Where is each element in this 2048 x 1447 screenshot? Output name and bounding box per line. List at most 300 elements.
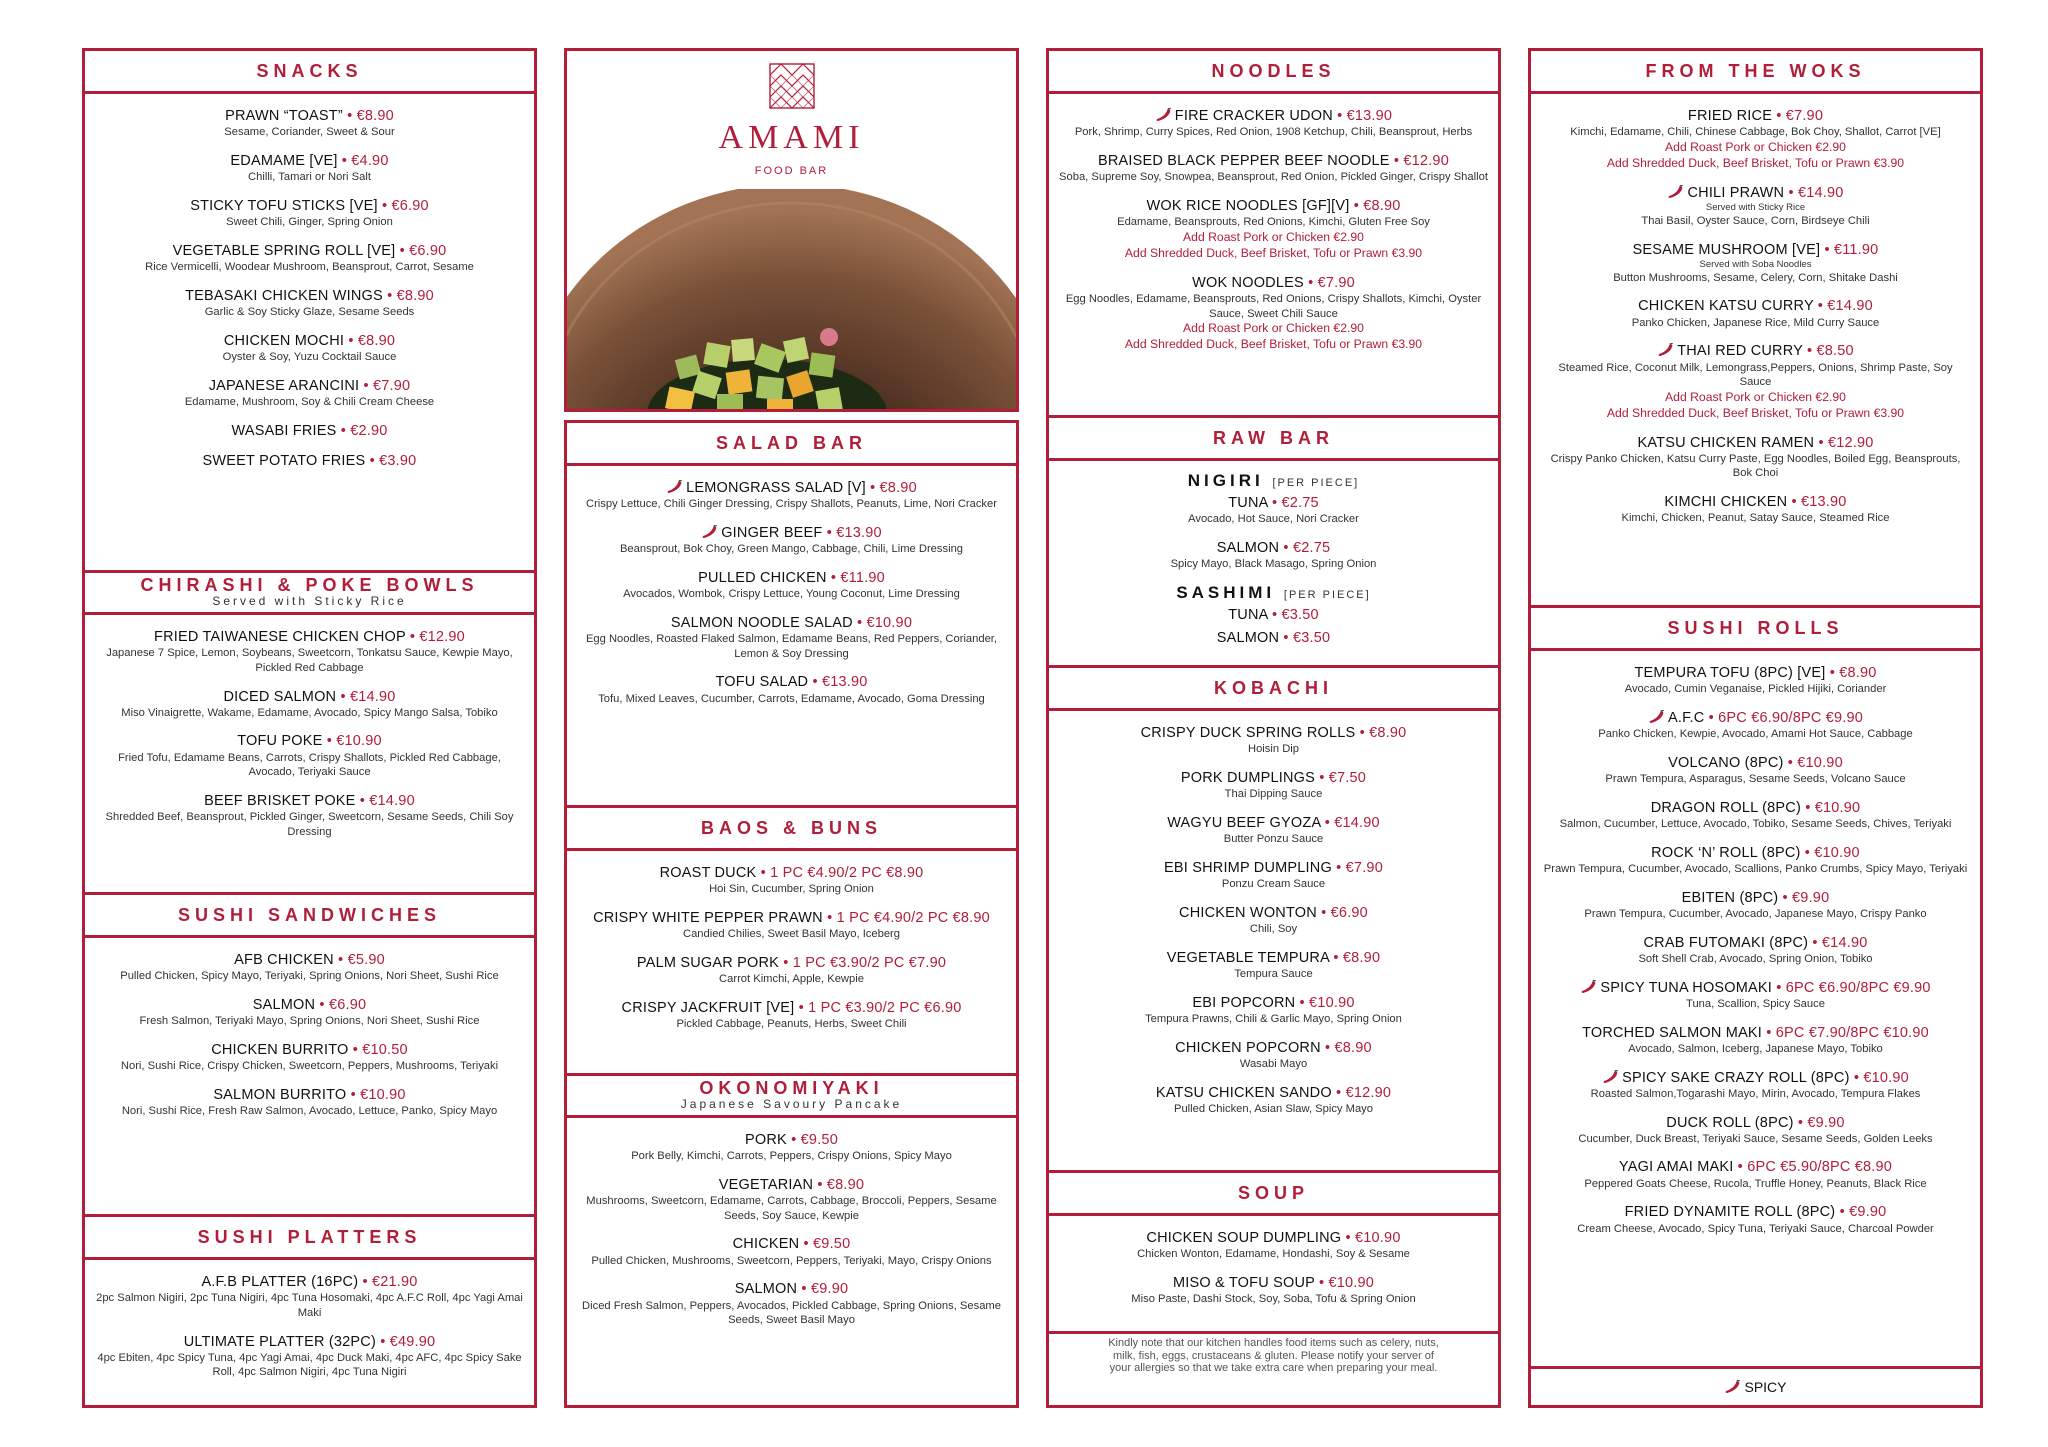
price-separator: • — [1349, 197, 1364, 214]
price-separator: • — [1808, 934, 1822, 951]
price-separator: • — [1762, 1024, 1776, 1041]
item-name-line — [1541, 494, 1970, 511]
item-name-line — [95, 733, 524, 750]
soup-items — [1049, 1216, 1498, 1326]
menu-column-4 — [1528, 48, 1983, 1408]
chili-icon — [1667, 185, 1684, 199]
platters-title: SUSHI PLATTERS — [197, 1226, 422, 1247]
item-description: Nori, Sushi Rice, Fresh Raw Salmon, Avocado, Lettuce, Panko, Spicy Mayo — [121, 1105, 498, 1118]
item-description: Diced Fresh Salmon, Peppers, Avocados, Pickled Cabbage, Spring Onions, Sesame Seeds, Sweet Basil Mayo — [582, 1299, 1001, 1327]
item-price: €7.90 — [373, 377, 411, 394]
menu-item — [1541, 1025, 1970, 1057]
item-name-line — [1059, 950, 1488, 967]
price-separator: • — [1279, 630, 1293, 647]
item-name-line — [1059, 815, 1488, 832]
item-name: YAGI AMAI MAKI — [1618, 1159, 1734, 1176]
item-name: CRISPY DUCK SPRING ROLLS — [1140, 725, 1356, 741]
price-separator: • — [756, 865, 771, 881]
item-price: €8.90 — [826, 1176, 865, 1193]
item-name-line — [1059, 905, 1488, 922]
okonomiyaki-items — [567, 1118, 1016, 1347]
item-price: €2.75 — [1281, 495, 1319, 511]
brand-panel — [564, 48, 1019, 412]
item-name: CHICKEN MOCHI — [223, 332, 345, 349]
item-name-line — [95, 453, 524, 470]
menu-item — [1541, 890, 1970, 922]
item-description: Kimchi, Edamame, Chili, Chinese Cabbage, Bok Choy, Shallot, Carrot [VE] — [1570, 126, 1941, 139]
item-name-line — [1059, 1230, 1488, 1247]
item-name-line — [1541, 1159, 1970, 1176]
snacks-items — [85, 94, 534, 489]
menu-item — [95, 793, 524, 840]
price-separator: • — [1793, 1114, 1808, 1131]
price-separator: • — [1800, 844, 1815, 861]
chirashi-subtitle: Served with Sticky Rice — [212, 594, 407, 609]
salad-header — [567, 423, 1016, 466]
raw-bar-title: RAW BAR — [1213, 427, 1334, 448]
item-addon: Add Roast Pork or Chicken €2.90 — [1665, 139, 1846, 154]
item-description: Avocados, Wombok, Crispy Lettuce, Young Coconut, Lime Dressing — [623, 588, 960, 601]
item-name-line — [95, 423, 524, 440]
allergy-note: Kindly note that our kitchen handles food items such as celery, nuts, milk, fish, eggs, crustaceans & gluten. Please notify your server of your allergies so that we take extra care when preparing your meal. — [1108, 1337, 1439, 1375]
sandwiches-items — [85, 938, 534, 1138]
menu-item — [95, 153, 524, 185]
item-description: Cream Cheese, Avocado, Spicy Tuna, Teriyaki Sauce, Charcoal Powder — [1577, 1222, 1934, 1235]
item-addon: Add Roast Pork or Chicken €2.90 — [1183, 229, 1364, 244]
menu-item — [95, 378, 524, 410]
item-name-line — [95, 1087, 524, 1104]
food-bowl-photo — [567, 189, 1016, 412]
menu-item — [577, 674, 1006, 706]
item-name: WAGYU BEEF GYOZA — [1167, 814, 1321, 831]
menu-item — [1541, 710, 1970, 742]
item-description: Rice Vermicelli, Woodear Mushroom, Beansprout, Carrot, Sesame — [145, 261, 474, 274]
price-separator: • — [322, 733, 337, 750]
nigiri-per-piece: [PER PIECE] — [1272, 477, 1360, 489]
item-name-line — [95, 333, 524, 350]
price-separator: • — [1772, 979, 1786, 996]
item-description: Thai Dipping Sauce — [1224, 788, 1323, 801]
item-description: Tofu, Mixed Leaves, Cucumber, Carrots, Edamame, Avocado, Goma Dressing — [598, 692, 985, 705]
item-price: €8.90 — [357, 332, 396, 349]
menu-item — [95, 1042, 524, 1074]
item-price: €13.90 — [1346, 108, 1393, 124]
item-price: 1 PC €3.90/2 PC €7.90 — [792, 954, 947, 971]
item-name: EBI POPCORN — [1192, 994, 1296, 1011]
item-description: Miso Paste, Dashi Stock, Soy, Soba, Tofu & Spring Onion — [1131, 1293, 1416, 1306]
okonomiyaki-subtitle: Japanese Savoury Pancake — [680, 1097, 903, 1112]
sashimi-heading — [1059, 583, 1488, 603]
item-price: €8.90 — [396, 287, 434, 304]
price-separator: • — [779, 954, 793, 971]
item-name: SALMON — [734, 1281, 798, 1298]
price-separator: • — [344, 332, 358, 349]
item-name: BRAISED BLACK PEPPER BEEF NOODLE — [1098, 152, 1390, 169]
item-price: €9.90 — [1807, 1114, 1845, 1131]
item-name-line — [1541, 108, 1970, 125]
item-price: €8.90 — [1342, 949, 1381, 966]
item-name: KATSU CHICKEN RAMEN — [1637, 434, 1815, 451]
menu-item — [1541, 108, 1970, 172]
menu-item — [1541, 1115, 1970, 1147]
item-description: Tempura Sauce — [1234, 968, 1313, 981]
menu-item — [1059, 1040, 1488, 1072]
salad-items — [567, 466, 1016, 725]
menu-item — [95, 997, 524, 1029]
item-description: Steamed Rice, Coconut Milk, Lemongrass,Peppers, Onions, Shrimp Paste, Soy Sauce — [1558, 361, 1953, 389]
item-name: SESAME MUSHROOM [VE] — [1632, 241, 1821, 258]
menu-item — [1541, 343, 1970, 421]
item-name-line — [1059, 198, 1488, 215]
item-name-line — [95, 1274, 524, 1291]
item-addon: Add Shredded Duck, Beef Brisket, Tofu or Prawn €3.90 — [1606, 405, 1905, 420]
item-name: SALMON — [1216, 539, 1280, 556]
item-name: TUNA — [1228, 495, 1268, 511]
item-price: €3.90 — [379, 453, 417, 470]
item-price: €3.50 — [1292, 630, 1331, 647]
menu-item — [577, 615, 1006, 662]
chili-icon — [1580, 980, 1597, 994]
item-description: Chicken Wonton, Edamame, Hondashi, Soy & Sesame — [1137, 1248, 1410, 1261]
chili-icon — [701, 525, 718, 539]
platters-items — [85, 1260, 534, 1399]
sashimi-title: SASHIMI — [1176, 582, 1276, 602]
price-separator: • — [1802, 343, 1817, 360]
item-description: 4pc Ebiten, 4pc Spicy Tuna, 4pc Yagi Amai, 4pc Duck Maki, 4pc AFC, 4pc Spicy Sake Roll, 4pc Salmon Nigiri, 4pc Tuna Nigiri — [97, 1351, 522, 1379]
item-description: Avocado, Hot Sauce, Nori Cracker — [1188, 513, 1359, 526]
item-name-line — [1059, 860, 1488, 877]
item-description: Candied Chilies, Sweet Basil Mayo, Iceberg — [682, 928, 901, 941]
item-description: Peppered Goats Cheese, Rucola, Truffle Honey, Peanuts, Black Rice — [1584, 1177, 1927, 1190]
item-name: CHICKEN — [732, 1236, 800, 1253]
item-description: Nori, Sushi Rice, Crispy Chicken, Sweetcorn, Peppers, Mushrooms, Teriyaki — [120, 1060, 499, 1073]
item-addon: Add Shredded Duck, Beef Brisket, Tofu or Prawn €3.90 — [1124, 336, 1423, 351]
item-name-line — [1059, 607, 1488, 624]
menu-item — [1541, 435, 1970, 482]
item-name-line — [577, 674, 1006, 691]
item-name-line — [577, 525, 1006, 542]
menu-item — [1541, 298, 1970, 330]
price-separator: • — [1849, 1069, 1864, 1086]
item-description: Thai Basil, Oyster Sauce, Corn, Birdseye Chili — [1641, 214, 1870, 227]
menu-item — [95, 629, 524, 676]
item-description: Kimchi, Chicken, Peanut, Satay Sauce, Steamed Rice — [1621, 512, 1890, 525]
price-separator: • — [1341, 1230, 1356, 1246]
platters-header — [85, 1217, 534, 1260]
price-separator: • — [799, 1236, 814, 1253]
menu-item — [95, 108, 524, 140]
price-separator: • — [1778, 889, 1793, 906]
item-name: VEGETABLE TEMPURA — [1166, 949, 1330, 966]
item-name: STICKY TOFU STICKS [VE] — [190, 197, 378, 214]
item-price: €10.90 — [1328, 1274, 1375, 1291]
price-separator: • — [1303, 274, 1318, 291]
menu-item — [1059, 198, 1488, 262]
woks-panel — [1528, 48, 1983, 608]
soup-divider — [1049, 1331, 1498, 1334]
item-price: €9.90 — [1849, 1204, 1887, 1221]
item-name-line — [577, 955, 1006, 972]
item-price: €14.90 — [1797, 184, 1844, 201]
item-name: SPICY TUNA HOSOMAKI — [1600, 979, 1773, 996]
item-name-line — [1541, 1070, 1970, 1087]
rolls-title: SUSHI ROLLS — [1667, 617, 1844, 638]
menu-item — [1059, 540, 1488, 572]
item-price: €9.50 — [800, 1132, 838, 1148]
item-price: €14.90 — [369, 792, 415, 809]
price-separator: • — [1704, 709, 1719, 726]
price-separator: • — [813, 1176, 827, 1193]
price-separator: • — [365, 453, 380, 470]
item-description: Carrot Kimchi, Apple, Kewpie — [719, 973, 864, 986]
item-price: €10.90 — [1814, 844, 1860, 861]
item-description: Butter Ponzu Sauce — [1223, 833, 1324, 846]
item-name-line — [95, 1334, 524, 1351]
item-addon: Add Roast Pork or Chicken €2.90 — [1665, 389, 1846, 404]
price-separator: • — [1267, 495, 1282, 511]
menu-item — [95, 243, 524, 275]
menu-item — [1541, 242, 1970, 286]
item-name: FIRE CRACKER UDON — [1174, 108, 1333, 124]
item-name: ROAST DUCK — [659, 865, 757, 881]
item-name-line — [1059, 995, 1488, 1012]
item-price: €6.90 — [1330, 904, 1368, 921]
price-separator: • — [786, 1132, 801, 1148]
item-price: €10.90 — [1814, 799, 1861, 816]
menu-item — [577, 570, 1006, 602]
item-name: SALMON NOODLE SALAD — [670, 614, 853, 631]
rolls-header — [1531, 608, 1980, 651]
price-separator: • — [808, 674, 822, 691]
kobachi-title: KOBACHI — [1214, 677, 1333, 698]
chirashi-items — [85, 615, 534, 859]
sashimi-items — [1059, 607, 1488, 648]
item-description: Button Mushrooms, Sesame, Celery, Corn, Shitake Dashi — [1613, 271, 1898, 284]
rolls-panel — [1528, 605, 1983, 1369]
menu-item — [1541, 935, 1970, 967]
menu-item — [1059, 860, 1488, 892]
okonomiyaki-header — [567, 1076, 1016, 1118]
item-name: SALMON BURRITO — [213, 1086, 347, 1103]
item-name-line — [577, 1000, 1006, 1017]
item-description: 2pc Salmon Nigiri, 2pc Tuna Nigiri, 4pc Tuna Hosomaki, 4pc A.F.C Roll, 4pc Yagi Amai Maki — [96, 1292, 523, 1319]
item-price: €11.90 — [1833, 241, 1879, 258]
menu-item — [1541, 1070, 1970, 1102]
price-separator: • — [1315, 769, 1329, 786]
menu-item — [95, 733, 524, 780]
okonomiyaki-title: OKONOMIYAKI — [699, 1078, 884, 1099]
item-name-line — [577, 865, 1006, 882]
item-name: WOK NOODLES — [1192, 274, 1304, 291]
price-separator: • — [1801, 799, 1815, 816]
item-name: SPICY SAKE CRAZY ROLL (8PC) — [1622, 1069, 1850, 1086]
item-price: €10.90 — [1797, 754, 1843, 771]
item-price: €8.90 — [1334, 1039, 1372, 1056]
item-name: SALMON — [1216, 630, 1280, 647]
price-separator: • — [1320, 814, 1335, 831]
item-price: €10.90 — [360, 1086, 406, 1103]
legend-panel — [1528, 1366, 1983, 1408]
chili-icon — [1657, 343, 1674, 357]
menu-item — [1059, 607, 1488, 624]
item-price: €14.90 — [349, 688, 396, 705]
item-name-line — [1059, 725, 1488, 742]
menu-item — [1059, 108, 1488, 140]
sandwiches-panel — [82, 892, 537, 1217]
price-separator: • — [822, 524, 837, 541]
item-description: Soba, Supreme Soy, Snowpea, Beansprout, Red Onion, Pickled Ginger, Crispy Shallot — [1059, 171, 1488, 184]
okonomiyaki-panel — [564, 1073, 1019, 1408]
item-addon: Add Shredded Duck, Beef Brisket, Tofu or Prawn €3.90 — [1606, 155, 1905, 170]
item-name-line — [1059, 1275, 1488, 1292]
menu-item — [1541, 1159, 1970, 1191]
menu-item — [1541, 665, 1970, 697]
menu-item — [1059, 770, 1488, 802]
price-separator: • — [377, 197, 392, 214]
item-name: CRAB FUTOMAKI (8PC) — [1643, 934, 1809, 951]
item-name: CHICKEN POPCORN — [1175, 1039, 1321, 1056]
item-price: 6PC €6.90/8PC €9.90 — [1785, 979, 1931, 996]
item-description: Prawn Tempura, Cucumber, Avocado, Japanese Mayo, Crispy Panko — [1584, 908, 1927, 921]
item-name-line — [95, 629, 524, 646]
item-price: €10.50 — [362, 1041, 408, 1058]
item-price: €6.90 — [328, 996, 367, 1013]
price-separator: • — [315, 996, 329, 1013]
item-price: €7.50 — [1328, 769, 1367, 786]
menu-item — [577, 955, 1006, 987]
item-name: CHILI PRAWN — [1687, 184, 1785, 201]
menu-item — [1059, 1085, 1488, 1117]
chirashi-header — [85, 573, 534, 615]
spicy-legend-label: SPICY — [1744, 1379, 1787, 1395]
noodles-items — [1049, 94, 1498, 372]
item-name: TOFU POKE — [237, 733, 323, 750]
item-name-line — [95, 952, 524, 969]
item-name-line — [95, 108, 524, 125]
menu-item — [577, 525, 1006, 557]
item-name: BEEF BRISKET POKE — [204, 792, 356, 809]
item-price: 1 PC €4.90/2 PC €8.90 — [836, 909, 990, 926]
item-price: €10.90 — [336, 733, 382, 750]
price-separator: • — [1825, 665, 1840, 681]
menu-item — [95, 1274, 524, 1321]
item-name-line — [577, 480, 1006, 497]
item-price: €4.90 — [351, 152, 389, 169]
item-price: €21.90 — [372, 1274, 418, 1290]
item-name-line — [1059, 770, 1488, 787]
brand-name: AMAMI — [718, 119, 865, 156]
item-price: €9.90 — [810, 1281, 849, 1298]
item-price: €8.90 — [1839, 665, 1877, 681]
item-name: WOK RICE NOODLES [GF][V] — [1146, 197, 1350, 214]
item-addon: Add Shredded Duck, Beef Brisket, Tofu or Prawn €3.90 — [1124, 245, 1423, 260]
menu-item — [1541, 185, 1970, 229]
item-name: DUCK ROLL (8PC) — [1666, 1114, 1794, 1131]
item-name-line — [1541, 1115, 1970, 1132]
woks-items — [1531, 94, 1980, 545]
item-price: €8.90 — [356, 108, 394, 124]
baos-title: BAOS & BUNS — [700, 817, 882, 838]
item-name-line — [577, 615, 1006, 632]
item-name: TORCHED SALMON MAKI — [1582, 1024, 1763, 1041]
item-description: Pickled Cabbage, Peanuts, Herbs, Sweet Chili — [676, 1018, 907, 1031]
item-name-line — [577, 1132, 1006, 1149]
item-price: €14.90 — [1334, 814, 1380, 831]
item-name-line — [95, 1042, 524, 1059]
item-description: Sesame, Coriander, Sweet & Sour — [224, 126, 395, 139]
item-name: PALM SUGAR PORK — [636, 954, 780, 971]
item-description: Pork, Shrimp, Curry Spices, Red Onion, 1908 Ketchup, Chili, Beansprout, Herbs — [1074, 126, 1473, 139]
price-separator: • — [1784, 184, 1798, 201]
item-addon: Add Roast Pork or Chicken €2.90 — [1183, 321, 1364, 336]
menu-item — [1541, 755, 1970, 787]
item-description: Oyster & Soy, Yuzu Cocktail Sauce — [222, 351, 397, 364]
menu-item — [577, 910, 1006, 942]
item-name-line — [95, 378, 524, 395]
brand-tagline: FOOD BAR — [754, 165, 829, 177]
baos-items — [567, 851, 1016, 1051]
spicy-legend — [1531, 1369, 1980, 1405]
platters-panel — [82, 1214, 537, 1408]
item-description: Fresh Salmon, Teriyaki Mayo, Spring Onions, Nori Sheet, Sushi Rice — [139, 1015, 480, 1028]
price-separator: • — [1320, 1039, 1335, 1056]
item-description: Prawn Tempura, Cucumber, Avocado, Scallions, Panko Crumbs, Spicy Mayo, Teriyaki — [1543, 863, 1968, 876]
item-description: Pulled Chicken, Mushrooms, Sweetcorn, Peppers, Teriyaki, Mayo, Crispy Onions — [591, 1254, 992, 1267]
menu-item — [1059, 905, 1488, 937]
price-separator: • — [1820, 241, 1834, 258]
salad-title: SALAD BAR — [716, 432, 867, 453]
item-description: Tempura Prawns, Chili & Garlic Mayo, Spring Onion — [1145, 1013, 1402, 1026]
item-name: TEMPURA TOFU (8PC) [VE] — [1634, 665, 1826, 681]
chili-icon — [1648, 710, 1665, 724]
item-description: Avocado, Cumin Veganaise, Pickled Hijiki, Coriander — [1624, 683, 1887, 696]
price-separator: • — [336, 422, 351, 439]
item-name: CHICKEN SOUP DUMPLING — [1146, 1230, 1342, 1246]
item-name-line — [577, 1236, 1006, 1253]
item-name: AFB CHICKEN — [234, 952, 334, 968]
soup-panel — [1046, 1170, 1501, 1408]
item-name-line — [577, 570, 1006, 587]
chili-icon — [1602, 1070, 1619, 1084]
item-name-line — [1541, 1204, 1970, 1221]
menu-item — [1059, 995, 1488, 1027]
item-description: Roasted Salmon,Togarashi Mayo, Mirin, Avocado, Tempura Flakes — [1590, 1087, 1921, 1100]
item-price: €10.90 — [866, 614, 913, 631]
price-separator: • — [1813, 298, 1828, 315]
item-name-line — [1541, 242, 1970, 259]
item-name: VEGETABLE SPRING ROLL [VE] — [172, 242, 396, 259]
menu-item — [95, 198, 524, 230]
menu-item — [1541, 800, 1970, 832]
item-name-line — [1541, 935, 1970, 952]
item-name: PRAWN “TOAST” — [225, 108, 343, 124]
item-price: €7.90 — [1345, 859, 1383, 876]
chili-icon — [1155, 108, 1172, 122]
item-name: FRIED TAIWANESE CHICKEN CHOP — [154, 629, 406, 645]
menu-item — [95, 423, 524, 440]
price-separator: • — [1835, 1204, 1850, 1221]
item-price: €12.90 — [1827, 434, 1874, 451]
price-separator: • — [1332, 108, 1347, 124]
baos-header — [567, 808, 1016, 851]
item-name: TOFU SALAD — [715, 674, 809, 691]
item-price: €8.90 — [1363, 197, 1401, 214]
item-description: Panko Chicken, Kewpie, Avocado, Amami Hot Sauce, Cabbage — [1598, 728, 1913, 741]
price-separator: • — [395, 242, 410, 259]
item-name-line — [1059, 495, 1488, 512]
item-description: Tuna, Scallion, Spicy Sauce — [1686, 998, 1825, 1011]
item-name: CHICKEN BURRITO — [211, 1041, 349, 1058]
